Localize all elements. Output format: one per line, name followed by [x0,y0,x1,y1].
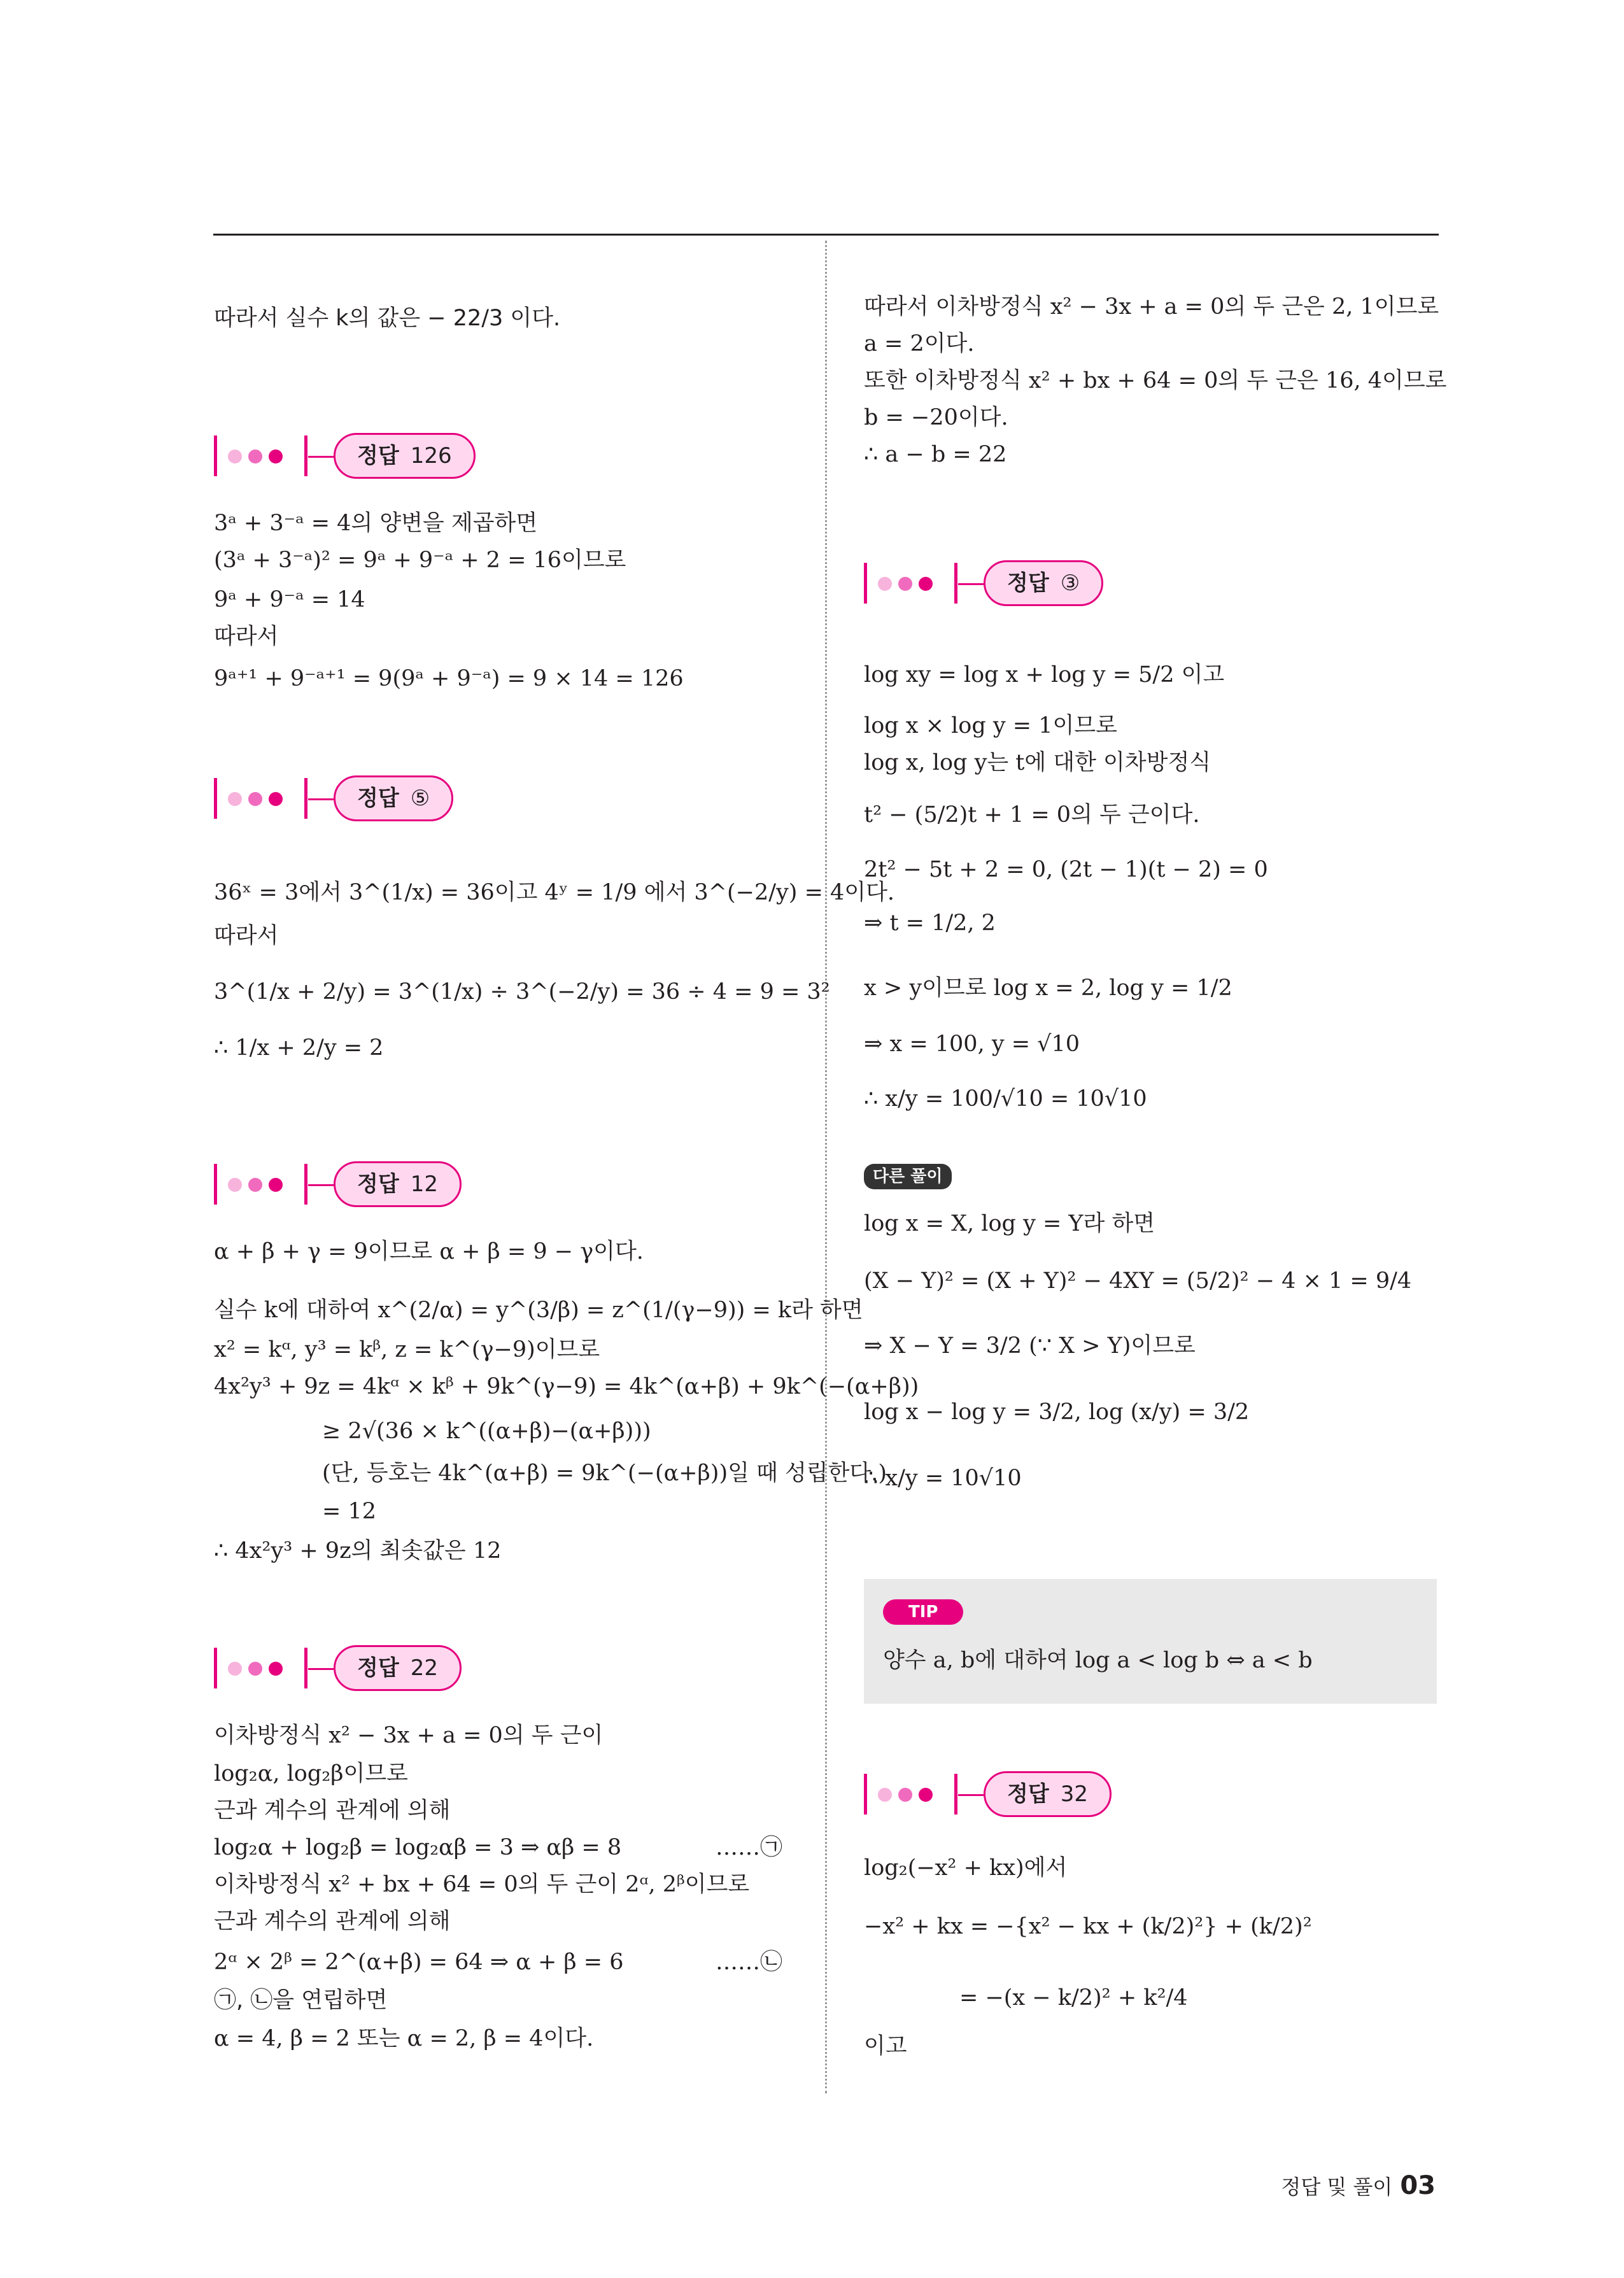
top-rule [213,234,1439,236]
dots-icon [214,775,303,823]
sol-line: 9ᵃ + 9⁻ᵃ = 14 [214,587,365,612]
sol-line: log x × log y = 1이므로 [864,713,1117,739]
answer-pill: 정답 126 [334,433,476,479]
sol-line: ⇒ X − Y = 3/2 (∵ X > Y)이므로 [864,1333,1196,1359]
sol-line: log₂(−x² + kx)에서 [864,1855,1068,1881]
sol-line: (X − Y)² = (X + Y)² − 4XY = (5/2)² − 4 × 1 = 9/4 [864,1268,1412,1294]
sol-line: −x² + kx = −{x² − kx + (k/2)²} + (k/2)² [864,1914,1312,1939]
dots-icon [864,1771,953,1818]
alt-solution-tag: 다른 풀이 [864,1164,952,1189]
sol-line: 36ˣ = 3에서 3^(1/x) = 36이고 4ʸ = 1/9 에서 3^(−2/y) = 4이다. [214,880,895,905]
sol-line: = −(x − k/2)² + k²/4 [959,1985,1188,2011]
sol-line: log x, log y는 t에 대한 이차방정식 [864,750,1211,775]
answer-header-32 [864,1771,1220,1818]
sol-line: b = −20이다. [864,405,1008,430]
answer-pill: 정답 22 [334,1645,462,1691]
dots-icon [214,1161,303,1208]
answer-header-5 [214,775,570,823]
sol-line: 2ᵅ × 2ᵝ = 2^(α+β) = 64 ⇒ α + β = 6 [214,1949,624,1975]
answer-pill: 정답 32 [984,1771,1112,1817]
sol-line: log₂α + log₂β = log₂αβ = 3 ⇒ αβ = 8 [214,1835,622,1860]
sol-line: x² = kᵅ, y³ = kᵝ, z = k^(γ−9)이므로 [214,1337,600,1362]
sol-line: α + β + γ = 9이므로 α + β = 9 − γ이다. [214,1239,644,1264]
sol-line: log xy = log x + log y = 5/2 이고 [864,662,1225,688]
column-divider [825,241,827,2093]
sol-line: log x = X, log y = Y라 하면 [864,1211,1155,1236]
sol-line: ⇒ t = 1/2, 2 [864,910,996,936]
sol-line: ∴ 1/x + 2/y = 2 [214,1035,384,1061]
answer-header-3 [864,560,1220,607]
sol-line: 따라서 [214,923,279,949]
sol-line: 9ᵃ⁺¹ + 9⁻ᵃ⁺¹ = 9(9ᵃ + 9⁻ᵃ) = 9 × 14 = 126 [214,666,684,691]
sol-line: 실수 k에 대하여 x^(2/α) = y^(3/β) = z^(1/(γ−9)) = k라 하면 [214,1298,863,1323]
answer-header-126 [214,433,570,480]
sol-line: ∴ x/y = 10√10 [864,1466,1022,1491]
equation-marker: ……㉡ [716,1949,783,1975]
answer-pill: 정답 ③ [984,560,1103,606]
dots-icon [214,433,303,480]
sol-line: a = 2이다. [864,331,975,357]
answer-pill: 정답 12 [334,1161,462,1207]
intro-text: 따라서 실수 k의 값은 − 22/3 이다. [214,306,561,331]
sol-line: 근과 계수의 관계에 의해 [214,1798,451,1823]
sol-line: 3^(1/x + 2/y) = 3^(1/x) ÷ 3^(−2/y) = 36 ÷ 4 = 9 = 3² [214,979,830,1005]
sol-line: = 12 [322,1499,376,1524]
tip-box [864,1579,1437,1704]
sol-line: x > y이므로 log x = 2, log y = 1/2 [864,975,1232,1001]
answer-pill: 정답 ⑤ [334,775,453,821]
sol-line: (3ᵃ + 3⁻ᵃ)² = 9ᵃ + 9⁻ᵃ + 2 = 16이므로 [214,548,626,573]
sol-line: ㉠, ㉡을 연립하면 [214,1988,388,2013]
sol-line: 이차방정식 x² − 3x + a = 0의 두 근이 [214,1723,604,1748]
sol-line: 또한 이차방정식 x² + bx + 64 = 0의 두 근은 16, 4이므로 [864,368,1447,393]
sol-line: log₂α, log₂β이므로 [214,1761,408,1786]
page-number: 03 [1400,2171,1436,2200]
sol-line: t² − (5/2)t + 1 = 0의 두 근이다. [864,802,1200,828]
sol-line: 이차방정식 x² + bx + 64 = 0의 두 근이 2ᵅ, 2ᵝ이므로 [214,1872,750,1897]
sol-line: 4x²y³ + 9z = 4kᵅ × kᵝ + 9k^(γ−9) = 4k^(α+β) + 9k^(−(α+β)) [214,1374,919,1399]
sol-line: 2t² − 5t + 2 = 0, (2t − 1)(t − 2) = 0 [864,857,1268,882]
sol-line: 이고 [864,2034,907,2059]
page-footer [1281,2171,1436,2200]
sol-line: α = 4, β = 2 또는 α = 2, β = 4이다. [214,2026,594,2051]
tip-tag: TIP [883,1599,963,1625]
sol-line: log x − log y = 3/2, log (x/y) = 3/2 [864,1399,1250,1425]
sol-line: 따라서 [214,624,279,649]
sol-line: ∴ 4x²y³ + 9z의 최솟값은 12 [214,1538,502,1564]
answer-header-22 [214,1645,570,1692]
sol-line: 3ᵃ + 3⁻ᵃ = 4의 양변을 제곱하면 [214,511,538,536]
sol-line: ≥ 2√(36 × k^((α+β)−(α+β))) [322,1418,651,1444]
answer-header-12 [214,1161,570,1208]
tip-text: 양수 a, b에 대하여 log a < log b ⇔ a < b [883,1648,1313,1673]
sol-line: 따라서 이차방정식 x² − 3x + a = 0의 두 근은 2, 1이므로 [864,294,1439,320]
sol-line: 근과 계수의 관계에 의해 [214,1909,451,1934]
footer-label: 정답 및 풀이 [1281,2175,1393,2199]
sol-line: (단, 등호는 4k^(α+β) = 9k^(−(α+β))일 때 성립한다.) [322,1461,887,1486]
equation-marker: ……㉠ [716,1835,783,1860]
sol-line: ∴ a − b = 22 [864,442,1007,467]
sol-line: ∴ x/y = 100/√10 = 10√10 [864,1086,1147,1112]
dots-icon [864,560,953,607]
sol-line: ⇒ x = 100, y = √10 [864,1031,1080,1057]
dots-icon [214,1645,303,1692]
